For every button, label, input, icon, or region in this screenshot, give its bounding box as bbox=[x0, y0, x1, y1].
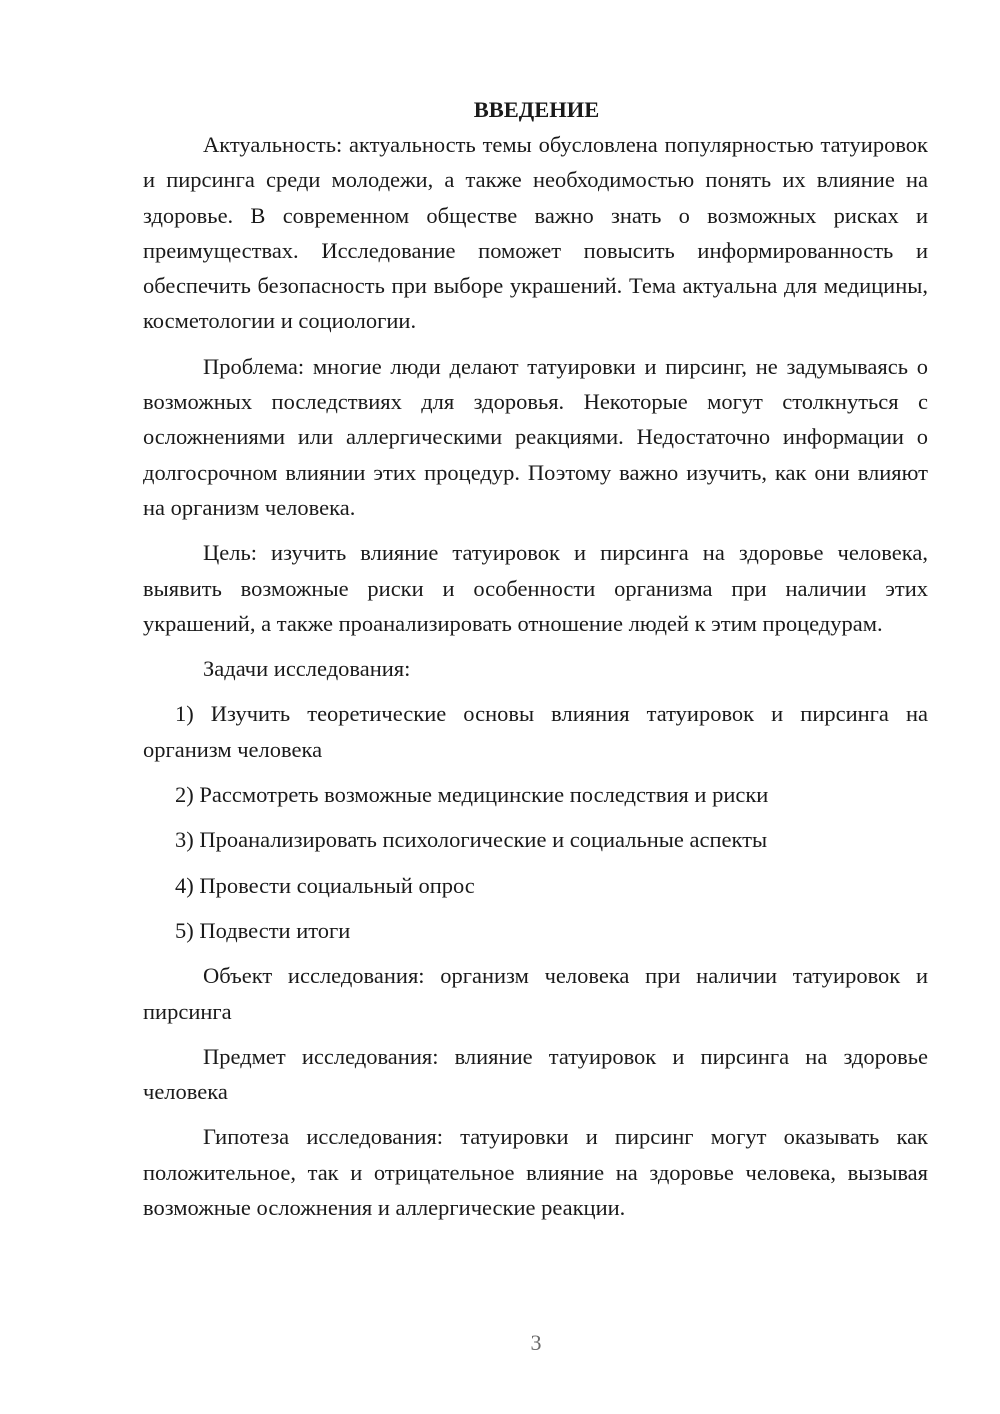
task-item-3: 3) Проанализировать психологические и социальные аспекты bbox=[175, 827, 768, 853]
paragraph-hypothesis: Гипотеза исследования: татуировки и пирсинг могут оказывать как положительное, так и отрицательное влияние на здоровье человека, вызывая возможные осложнения и аллергические реакции. bbox=[143, 1124, 928, 1221]
task-item-2: 2) Рассмотреть возможные медицинские последствия и риски bbox=[175, 782, 769, 808]
paragraph-object: Объект исследования: организм человека при наличии татуировок и пирсинга bbox=[143, 963, 928, 1024]
task-item-5: 5) Подвести итоги bbox=[175, 917, 351, 943]
paragraph-goal: Цель: изучить влияние татуировок и пирсинга на здоровье человека, выявить возможные риски и особенности организма при наличии этих украшений, а также проанализировать отношение людей к этим процедурам. bbox=[143, 540, 928, 636]
paragraph-problem: Проблема: многие люди делают татуировки и пирсинг, не задумываясь о возможных последствиях для здоровья. Некоторые могут столкнуться с осложнениями или аллергическими реакциями. Недостаточно информации о долгосрочном влиянии этих процедур. Поэтому важно изучить, как они влияют на организм человека. bbox=[143, 353, 928, 520]
section-title: ВВЕДЕНИЕ bbox=[473, 97, 600, 122]
paragraph-relevance: Актуальность: актуальность темы обусловлена популярностью татуировок и пирсинга среди молодежи, а также необходимостью понять их влияние на здоровье. В современном обществе важно знать о возможных рисках и преимуществах. Исследование поможет повысить информированность и обеспечить безопасность при выборе украшений. Тема актуальна для медицины, косметологии и социологии. bbox=[143, 132, 928, 334]
paragraph-subject: Предмет исследования: влияние татуировок и пирсинга на здоровье человека bbox=[143, 1043, 928, 1105]
tasks-heading: Задачи исследования: bbox=[203, 656, 411, 682]
task-item-4: 4) Провести социальный опрос bbox=[175, 872, 475, 898]
page-number: 3 bbox=[530, 1330, 542, 1355]
document-page bbox=[143, 92, 928, 1225]
task-item-1: 1) Изучить теоретические основы влияния татуировок и пирсинга на организм человека bbox=[143, 701, 928, 762]
